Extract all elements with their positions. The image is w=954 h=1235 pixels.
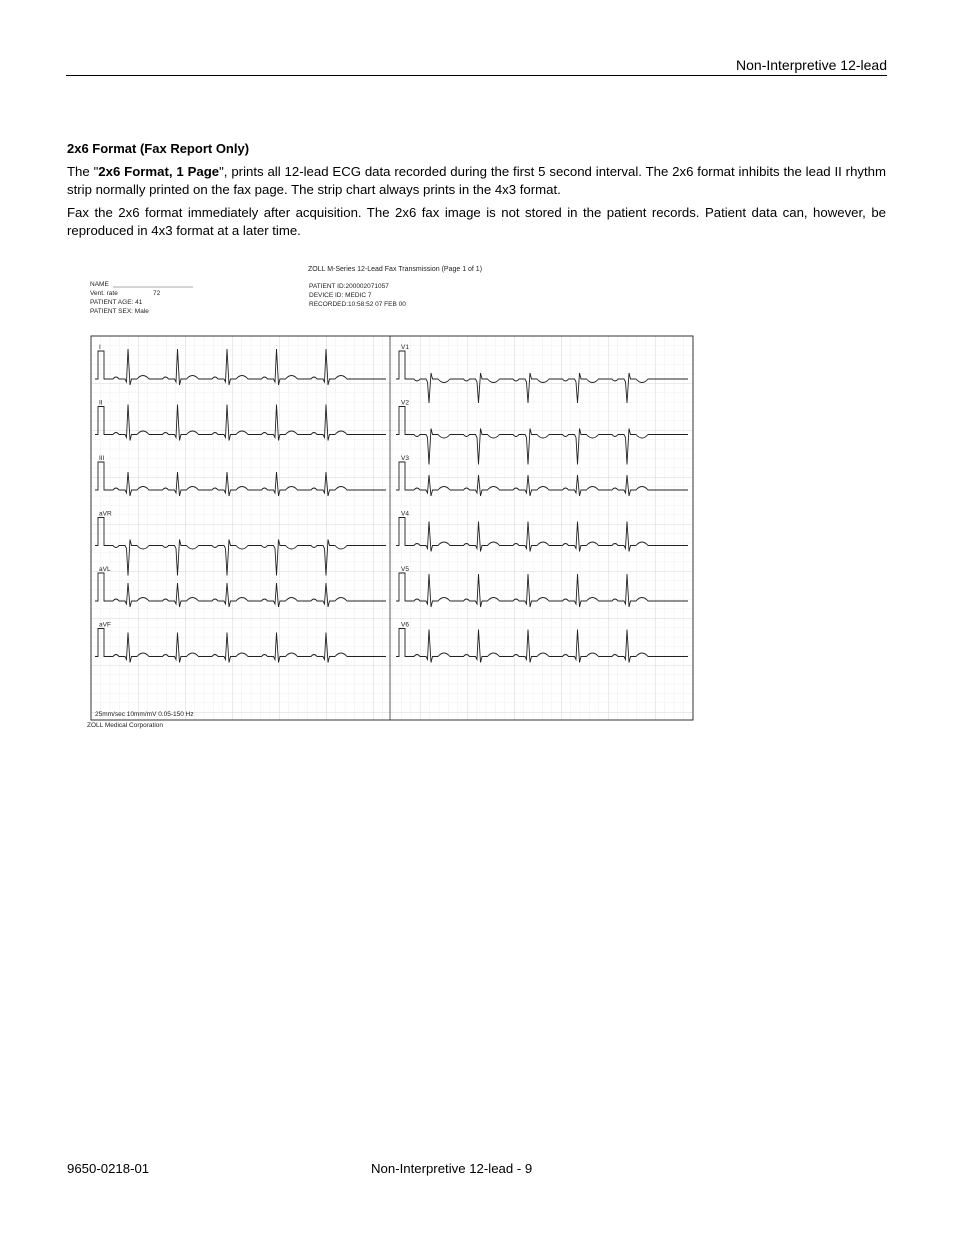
header-title: Non-Interpretive 12-lead — [736, 57, 887, 73]
footer-doc-number: 9650-0218-01 — [67, 1161, 150, 1176]
patient-name-label: NAME — [90, 281, 109, 288]
lead-label-ii: II — [99, 399, 103, 407]
para1-post: ", prints all 12-lead ECG data recorded during the first 5 second interval. The 2x6 format inhibits the lead II rhythm strip normally printed on the fax page. The strip chart always prints in the 4x3 format. — [67, 164, 886, 197]
lead-label-v5: V5 — [401, 566, 409, 573]
lead-label-v1: V1 — [401, 344, 409, 351]
vent-rate-label: Vent. rate — [90, 290, 118, 297]
fax-title: ZOLL M-Series 12-Lead Fax Transmission (Page 1 of 1) — [308, 266, 483, 273]
lead-label-v4: V4 — [401, 510, 409, 518]
device-id: DEVICE ID: MEDIC 7 — [309, 292, 372, 299]
format-name: 2x6 Format, 1 Page — [98, 164, 220, 179]
recorded-time: RECORDED:10:58:52 07 FEB 00 — [309, 301, 406, 308]
vent-rate-value: 72 — [153, 290, 161, 297]
ecg-grid-major — [91, 336, 693, 720]
fax-ecg-image — [66, 244, 720, 758]
lead-label-v2: V2 — [401, 399, 409, 407]
lead-label-v3: V3 — [401, 455, 409, 462]
lead-label-v6: V6 — [401, 621, 409, 629]
header-rule — [66, 75, 887, 76]
lead-label-avf: aVF — [99, 621, 111, 629]
patient-age: PATIENT AGE: 41 — [90, 299, 143, 306]
ecg-settings: 25mm/sec 10mm/mV 0.05-150 Hz — [95, 711, 194, 718]
lead-label-iii: III — [99, 455, 105, 462]
paragraph-fax-instructions: Fax the 2x6 format immediately after acquisition. The 2x6 fax image is not stored in the patient records. Patient data can, however, be reproduced in 4x3 format at a later time. — [67, 205, 886, 238]
company-name: ZOLL Medical Corporation — [87, 722, 163, 729]
lead-label-i: I — [99, 344, 101, 351]
para1-pre: The " — [67, 164, 99, 179]
lead-label-avr: aVR — [99, 510, 112, 518]
lead-label-avl: aVL — [99, 566, 111, 573]
footer-page-label: Non-Interpretive 12-lead - 9 — [371, 1161, 533, 1176]
patient-sex: PATIENT SEX: Male — [90, 308, 149, 315]
patient-id: PATIENT ID:200002071057 — [309, 283, 389, 290]
section-heading: 2x6 Format (Fax Report Only) — [67, 141, 250, 156]
paragraph-2x6-description — [67, 163, 886, 199]
